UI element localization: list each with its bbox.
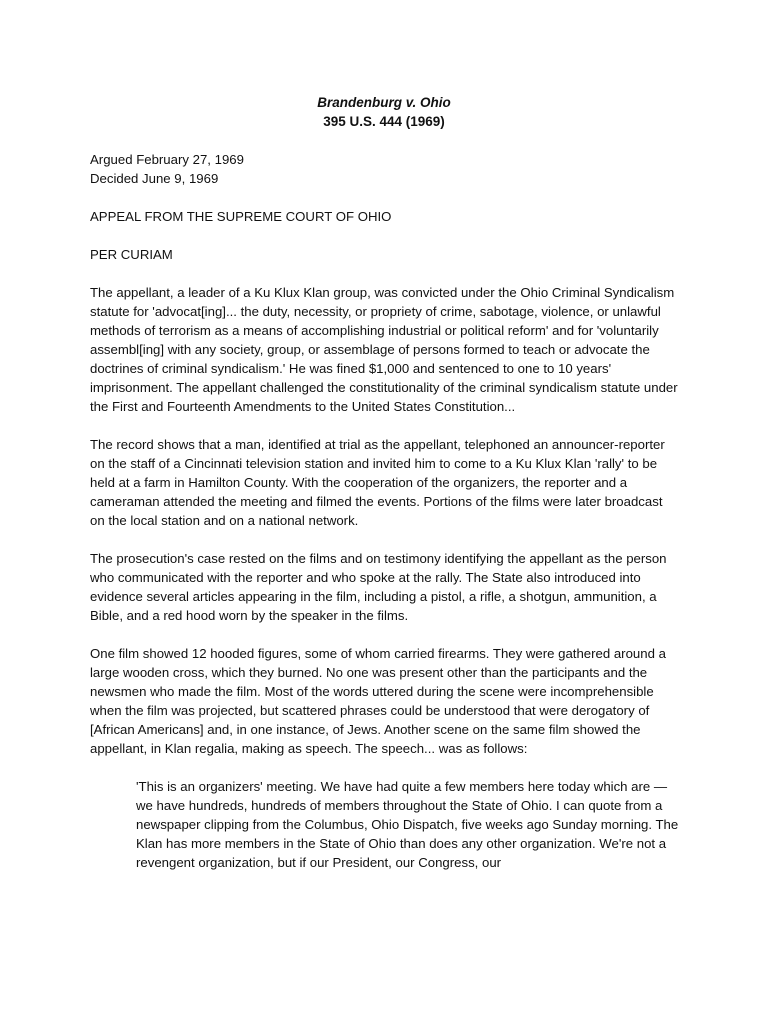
case-title-block — [0, 93, 768, 131]
document-body — [90, 150, 680, 872]
paragraph: The appellant, a leader of a Ku Klux Klan group, was convicted under the Ohio Criminal Syndicalism statute for 'advocat[ing]... the duty, necessity, or propriety of crime, sabotage, violence, or unlawful methods of terrorism as a means of accomplishing industrial or political reform' and for 'voluntarily assembl[ing] with any society, group, or assemblage of persons formed to teach or advocate the doctrines of criminal syndicalism.' He was fined $1,000 and sentenced to one to 10 years' imprisonment. The appellant challenged the constitutionality of the criminal syndicalism statute under the First and Fourteenth Amendments to the United States Constitution... — [90, 285, 678, 414]
paragraph: The record shows that a man, identified at trial as the appellant, telephoned an announcer-reporter on the staff of a Cincinnati television station and invited him to come to a Ku Klux Klan 'rally' to be held at a farm in Hamilton County. With the cooperation of the organizers, the reporter and a cameraman attended the meeting and filmed the events. Portions of the films were later broadcast on the local station and on a national network. — [90, 437, 665, 528]
per-curiam-heading: PER CURIAM — [90, 247, 173, 262]
block-quote: 'This is an organizers' meeting. We have had quite a few members here today which are —we have hundreds, hundreds of members throughout the State of Ohio. I can quote from a newspaper clipping from the Columbus, Ohio Dispatch, five weeks ago Sunday morning. The Klan has more members in the State of Ohio than does any other organization. We're not a revengent organization, but if our President, our Congress, our — [136, 779, 679, 870]
argued-date: Argued February 27, 1969 — [90, 152, 244, 167]
appeal-line: APPEAL FROM THE SUPREME COURT OF OHIO — [90, 209, 392, 224]
decided-date: Decided June 9, 1969 — [90, 171, 219, 186]
case-name: Brandenburg v. Ohio — [317, 95, 451, 110]
paragraph: The prosecution's case rested on the films and on testimony identifying the appellant as the person who communicated with the reporter and who spoke at the rally. The State also introduced into evidence several articles appearing in the film, including a pistol, a rifle, a shotgun, ammunition, a Bible, and a red hood worn by the speaker in the films. — [90, 551, 667, 623]
paragraph: One film showed 12 hooded figures, some of whom carried firearms. They were gathered around a large wooden cross, which they burned. No one was present other than the participants and the newsmen who made the film. Most of the words uttered during the scene were incomprehensible when the film was projected, but scattered phrases could be understood that were derogatory of [African Americans] and, in one instance, of Jews. Another scene on the same film showed the appellant, in Klan regalia, making as speech. The speech... was as follows: — [90, 646, 666, 756]
case-dates — [90, 150, 680, 188]
case-citation: 395 U.S. 444 (1969) — [323, 114, 445, 129]
